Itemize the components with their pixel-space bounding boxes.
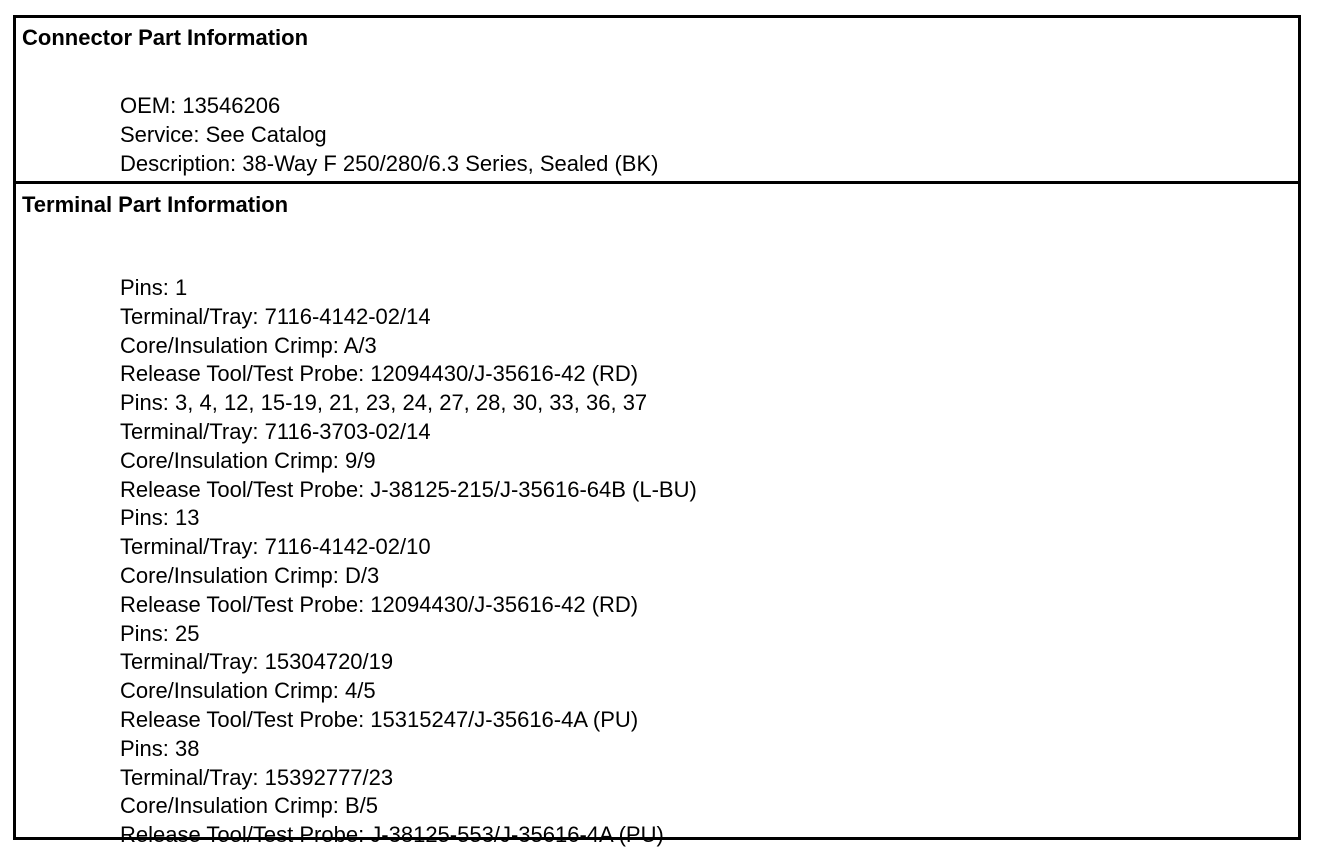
terminal-info-line: Core/Insulation Crimp: A/3: [120, 332, 377, 358]
terminal-info-line: Pins: 13: [120, 505, 200, 531]
terminal-info-list: [120, 274, 697, 850]
terminal-info-line: Pins: 38: [120, 735, 200, 761]
terminal-info-line: Terminal/Tray: 7116-4142-02/14: [120, 303, 431, 329]
terminal-info-line: Core/Insulation Crimp: 4/5: [120, 678, 376, 704]
terminal-info-line: Pins: 1: [120, 275, 188, 300]
connector-section: [16, 18, 1298, 184]
connector-info-line: OEM: 13546206: [120, 93, 281, 118]
terminal-section-title: Terminal Part Information: [22, 192, 289, 217]
connector-section-title: Connector Part Information: [22, 25, 309, 50]
terminal-info-line: Terminal/Tray: 15392777/23: [120, 764, 394, 790]
terminal-info-line: Release Tool/Test Probe: 15315247/J-35616-4A (PU): [120, 706, 639, 732]
terminal-info-line: Release Tool/Test Probe: 12094430/J-35616-42 (RD): [120, 361, 639, 387]
terminal-section: [16, 184, 1298, 848]
terminal-info-line: Core/Insulation Crimp: B/5: [120, 793, 378, 819]
terminal-info-line: Pins: 3, 4, 12, 15-19, 21, 23, 24, 27, 28, 30, 33, 36, 37: [120, 390, 648, 416]
connector-info-list: [120, 92, 658, 178]
terminal-info-line: Terminal/Tray: 7116-3703-02/14: [120, 418, 431, 444]
connector-info-line: Description: 38-Way F 250/280/6.3 Series, Sealed (BK): [120, 150, 659, 176]
terminal-info-line: Core/Insulation Crimp: 9/9: [120, 447, 376, 473]
connector-info-line: Service: See Catalog: [120, 121, 327, 147]
terminal-info-line: Release Tool/Test Probe: J-38125-553/J-35616-4A (PU): [120, 822, 664, 848]
terminal-info-line: Core/Insulation Crimp: D/3: [120, 562, 380, 588]
terminal-info-line: Terminal/Tray: 7116-4142-02/10: [120, 534, 431, 560]
terminal-info-line: Terminal/Tray: 15304720/19: [120, 649, 394, 675]
info-table: [13, 15, 1301, 848]
terminal-info-line: Release Tool/Test Probe: J-38125-215/J-35616-64B (L-BU): [120, 476, 697, 502]
terminal-info-line: Pins: 25: [120, 620, 200, 646]
terminal-info-line: Release Tool/Test Probe: 12094430/J-35616-42 (RD): [120, 591, 639, 617]
